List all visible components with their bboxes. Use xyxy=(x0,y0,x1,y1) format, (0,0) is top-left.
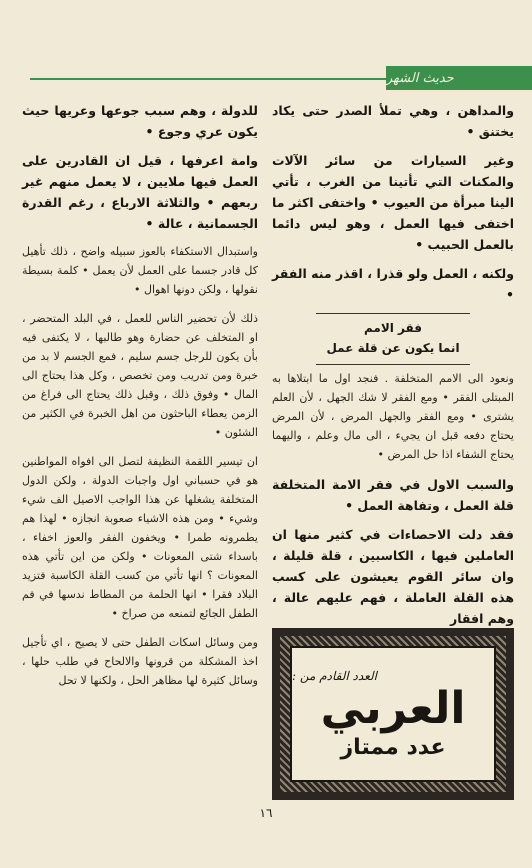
paragraph: ان تيسير اللقمة النظيفة لتصل الى افواه المواطنين هو في حسباني اول واجبات الدولة ، ولكن الدول المتخلفة يشغلها عن هذا الواجب الاصيل الف شيء وشيء • ومن هذه الاشياء صعوبة انجازه • لهذا هم يطمرونه طمرا • ويخفون الفقر والعوز اخفاء ، باسداء شتى المعونات • ولكن من اين تأتي هذه المعونات ؟ انها تأتي من كسب القلة الكاسبة فتزيد البلاد فقرا • انها الحلمة من المطاط ندسها في فم الطفل الجائع لتمنعه من صراخ • xyxy=(22,455,258,620)
section-title: حديث الشهر xyxy=(386,70,454,86)
advert-title: العربي xyxy=(320,682,466,734)
header-rule xyxy=(30,78,386,80)
advert-small-text: العدد القادم من : xyxy=(292,668,377,683)
paragraph: واستبدال الاستكفاء بالعوز سبيله واضح ، ذلك تأهيل كل قادر جسما على العمل لأن يعمل • كلمة بسيطة نقولها ، ولكن دونها اهوال • xyxy=(22,245,258,296)
page-number: ١٦ xyxy=(259,806,273,820)
subheading-line: فقر الامم xyxy=(363,321,423,335)
paragraph: فقد دلت الاحصاءات في كثير منها ان العاملين فيها ، الكاسبين ، قلة قليلة ، وان سائر القوم يعيشون على كسب هذه القلة العاملة ، فهم عليهم عالة ، وهم افقار xyxy=(272,527,514,626)
subheading-line: انما يكون عن قلة عمل xyxy=(326,341,460,355)
paragraph: والسبب الاول في فقر الامة المتخلفة قلة العمل ، وتفاهة العمل • xyxy=(272,477,514,513)
subheading-rule-top xyxy=(316,313,470,314)
right-column xyxy=(272,100,514,638)
paragraph: للدولة ، وهم سبب جوعها وعريها حيث يكون عري وجوع • xyxy=(22,103,258,139)
left-column xyxy=(22,100,258,700)
paragraph: والمداهن ، وهي تملأ الصدر حتى يكاد يختنق • xyxy=(272,103,514,139)
paragraph: وغير السيارات من سائر الآلات والمكنات التي تأتينا من الغرب ، تأتي الينا مبرأة من العيوب • واختفى اكثر ما اختفى فيها العمل ، وهو ليس دائما بالعمل الحبيب • xyxy=(272,153,514,252)
advert-ornamental-border xyxy=(280,636,506,792)
advert-subtitle: عدد ممتاز xyxy=(340,734,446,760)
paragraph: وامة اعرفها ، قيل ان القادرين على العمل فيها ملايين ، لا يعمل منهم غير ربعهم • والثلاثة الارباع ، رغم القدرة الجسمانية ، عالة • xyxy=(22,153,258,231)
paragraph: ومن وسائل اسكات الطفل حتى لا يصيح ، اي تأجيل اخذ المشكلة من قرونها والالحاح في طلب حلها ، وسائل كثيرة لها مظاهر الحل ، ولكنها لا تحل xyxy=(22,636,258,687)
paragraph: ذلك لأن تحضير الناس للعمل ، في البلد المتحضر ، او المتخلف عن حضارة وهو طالبها ، لا يكتفى فيه بأن يكون للرجل جسم سليم ، فمع الجسم لا بد من خبرة ومن تدريب ومن تخصص ، وكل هذا يحتاج الى المال • وفوق ذلك ، وقبل ذلك يحتاج الى فراغ من الزمن يعطاء الباحثون من اهل الخبرة في الكثير من الشئون • xyxy=(22,312,258,439)
section-header-tab xyxy=(386,66,532,90)
subheading-rule-bottom xyxy=(316,364,470,365)
paragraph: ولكنه ، العمل ولو قذرا ، اقذر منه الفقر • xyxy=(272,266,514,302)
advert-panel xyxy=(290,646,496,782)
advert-box xyxy=(272,628,514,800)
paragraph: ونعود الى الامم المتخلفة . فنجد اول ما ابتلاها به المبتلى الفقر • ومع الفقر لا شك الجهل ، لأن العلم يشترى • ومع الفقر والجهل المرض ، لأن المرض يحتاج دفعه قبل ان يجيء ، الى مال وعلم ، واليهما يحتاج الشفاء اذا حل المرض • xyxy=(272,372,514,461)
